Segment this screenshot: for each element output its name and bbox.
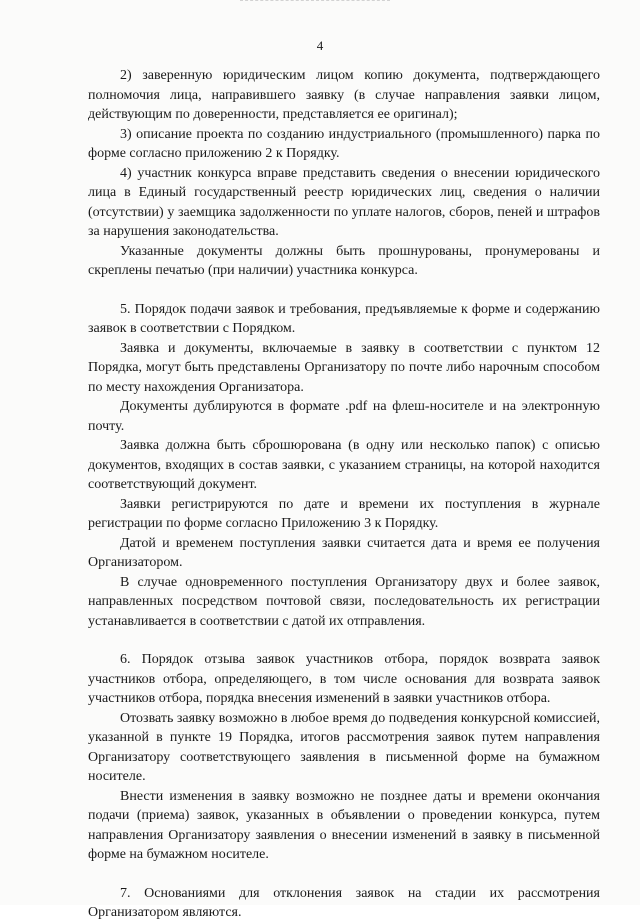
page-number: 4 [316, 38, 324, 53]
paragraph: 2) заверенную юридическим лицом копию документа, подтверждающего полномочия лица, направившего заявку (в случае направления заявки лицом, действующим по доверенности, представляется ее оригинал); [88, 68, 600, 122]
documents-list-block [88, 66, 600, 281]
paragraph: Заявка должна быть сброшюрована (в одну или несколько папок) с описью документов, входящих в состав заявки, с указанием страницы, на которой находится соответствующий документ. [88, 438, 600, 492]
paragraph: Указанные документы должны быть прошнурованы, пронумерованы и скреплены печатью (при наличии) участника конкурса. [88, 243, 600, 278]
paragraph: Внести изменения в заявку возможно не позднее даты и времени окончания подачи (приема) заявок, указанных в объявлении о проведении конкурса, путем направления Организатору заявления о внесении изменений в заявку в письменной форме на бумажном носителе. [88, 788, 600, 862]
paragraph: Заявки регистрируются по дате и времени их поступления в журнале регистрации по форме согласно Приложению 3 к Порядку. [88, 496, 600, 531]
paragraph: Заявка и документы, включаемые в заявку в соответствии с пунктом 12 Порядка, могут быть представлены Организатору по почте либо нарочным способом по месту нахождения Организатора. [88, 340, 600, 395]
paragraph: Датой и временем поступления заявки считается дата и время ее получения Организатором. [88, 535, 600, 570]
paragraph: В случае одновременного поступления Организатору двух и более заявок, направленных посредством почтовой связи, последовательность их регистрации устанавливается в соответствии с датой их отправления. [88, 574, 600, 629]
section-6 [88, 650, 600, 865]
section-7 [88, 884, 600, 923]
section-heading: 6. Порядок отзыва заявок участников отбора, порядок возврата заявок участников отбора, определяющего, в том числе основания для возврата заявок участников отбора, порядка внесения изменений в заявки участников отбора. [88, 652, 600, 706]
paragraph: Документы дублируются в формате .pdf на флеш-носителе и на электронную почту. [88, 399, 600, 434]
document-body [88, 66, 600, 923]
paragraph: Отозвать заявку возможно в любое время до подведения конкурсной комиссией, указанной в пункте 19 Порядка, итогов рассмотрения заявок путем направления Организатору соответствующего заявления в письменной форме на бумажном носителе. [88, 710, 600, 784]
paragraph: 4) участник конкурса вправе представить сведения о внесении юридического лица в Единый государственный реестр юридических лиц, сведения о наличии (отсутствии) у заемщика задолженности по уплате налогов, сборов, пеней и штрафов за нарушения законодательства. [88, 165, 600, 239]
section-heading: 7. Основаниями для отклонения заявок на стадии их рассмотрения Организатором являются. [88, 885, 600, 920]
section-5 [88, 300, 600, 632]
section-heading: 5. Порядок подачи заявок и требования, предъявляемые к форме и содержанию заявок в соответствии с Порядком. [88, 301, 600, 336]
paragraph: 3) описание проекта по созданию индустриального (промышленного) парка по форме согласно приложению 2 к Порядку. [88, 126, 600, 161]
scan-artifact [240, 0, 390, 6]
